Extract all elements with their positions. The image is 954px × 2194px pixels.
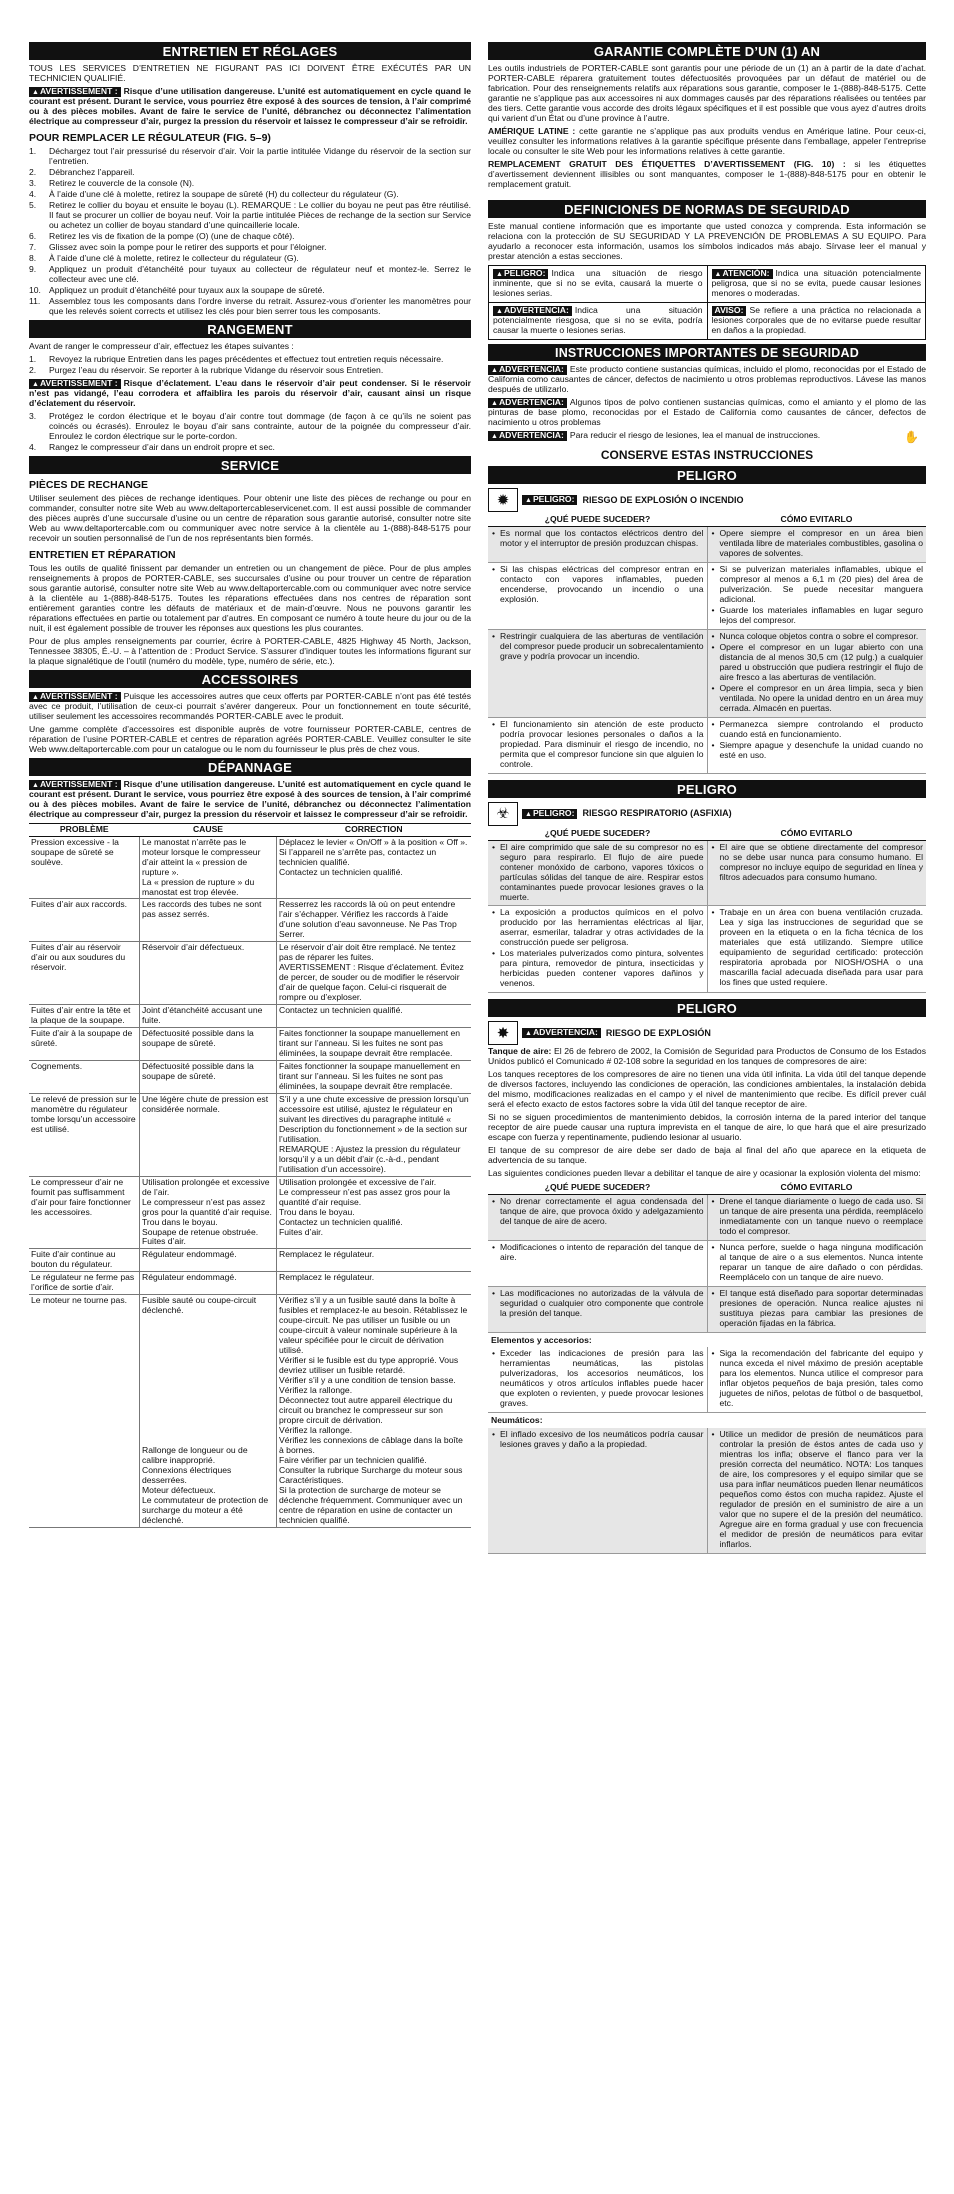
step-number: 11. xyxy=(29,295,41,306)
how-cell xyxy=(707,906,926,993)
warranty-latam: AMÉRIQUE LATINE : cette garantie ne s’applique pas aux produits vendus en Amérique latine. Pour ceux-ci, veuillez consulter les informations relatives à la garantie spécifique présente dans l’emballage, appeler l’entreprise locale ou consulter le site Web pour les informations relatives à cette garantie. xyxy=(488,125,927,156)
accessories-warning: ▲AVERTISSEMENT : Puisque les accessoires autres que ceux offerts par PORTER-CABLE n’ont pas été testés avec ce produit, l’utilisation de ceux-ci pourrait s’avérer dangereux. Pour un fonctionnement en toute sécurité, utiliser seulement les accessoires recommandés PORTER-CABLE avec le produit. xyxy=(29,690,471,721)
warranty-header: GARANTIE COMPLÈTE D’UN (1) AN xyxy=(488,42,926,60)
list-item: • Drene el tanque diariamente o luego de cada uso. Si un tanque de aire presenta una pérdida, reemplácelo inmediatamente con un tanque nuevo o reemplace todo el compresor. xyxy=(711,1197,924,1237)
warning-triangle-icon: ▲ xyxy=(525,810,532,818)
danger-bar-3: PELIGRO xyxy=(488,999,926,1017)
explosion-icon: ✸ xyxy=(488,1021,518,1045)
def-danger: ▲PELIGRO: Indica una situación de riesgo inminente, que si no se evita, causará la muerte o lesiones serias. xyxy=(489,265,708,302)
what-cell xyxy=(488,1240,707,1286)
warning-triangle-icon: ▲ xyxy=(32,89,39,97)
step-text: Déchargez tout l’air pressurisé du réservoir d’air. Voir la partie intitulée Vidange du réservoir de la section sur l’entretien. xyxy=(49,146,471,167)
troubleshooting-header: DÉPANNAGE xyxy=(29,758,471,776)
table-row xyxy=(488,906,926,993)
warning-badge: ▲AVERTISSEMENT : xyxy=(29,692,121,702)
cause-cell: Défectuosité possible dans la soupape de sûreté. xyxy=(140,1061,277,1094)
cause-cell: Le manostat n’arrête pas le moteur lorsque le compresseur d’air atteint la « pression de rupture ». La « pression de rupture » du manostat est trop élevée. xyxy=(140,836,277,899)
step-number: 4. xyxy=(29,441,37,452)
troubleshooting-table xyxy=(29,823,471,1528)
step-number: 7. xyxy=(29,241,37,252)
correction-cell: Resserrez les raccords là où on peut entendre l’air s’échapper. Vérifiez les raccords à l’aide d’une solution d’eau savonneuse. Ne Pas Trop Serrer. xyxy=(277,899,471,942)
step-number: 2. xyxy=(29,167,37,178)
def-caution: ▲ATENCIÓN: Indica una situación potencialmente peligrosa, que si no se evita, puede causar lesiones menores o moderadas. xyxy=(707,265,926,302)
cause-cell: Les raccords des tubes ne sont pas assez serrés. xyxy=(140,899,277,942)
list-item: • Es normal que los contactos eléctricos dentro del motor y el interruptor de presión produzcan chispas. xyxy=(491,529,704,549)
warning-badge: ▲AVERTISSEMENT : xyxy=(29,87,121,97)
respirator-icon: ☣ xyxy=(488,802,518,826)
list-item: • Restringir cualquiera de las aberturas de ventilación del compresor puede producir un sobrecalentamiento grave y podría provocar un incendio. xyxy=(491,632,704,662)
list-item: • El tanque está diseñado para soportar determinadas presiones de operación. Nunca realice ajustes ni sustituya piezas para cambiar las presiones de operación fijadas en la fábrica. xyxy=(711,1289,924,1329)
step-number: 3. xyxy=(29,178,37,189)
danger-head-1: ✹ ▲PELIGRO: RIESGO DE EXPLOSIÓN O INCENDIO xyxy=(488,488,926,512)
correction-cell: Faites fonctionner la soupape manuellement en tirant sur l’anneau. Si les fuites ne sont pas éliminées, la soupape devrait être remplacée. xyxy=(277,1061,471,1094)
what-cell xyxy=(488,1286,707,1332)
parts-title: PIÈCES DE RECHANGE xyxy=(29,478,149,491)
correction-cell: Remplacez le régulateur. xyxy=(277,1272,471,1295)
subheading-cell: Neumáticos: xyxy=(491,1415,543,1426)
step-item xyxy=(29,201,471,231)
list-item: • Opere el compresor en un lugar abierto con una distancia de al menos 30,5 cm (12 pulg.) a cualquier pared u obstrucción que pudiera restringir el flujo de aire fresco a las aberturas de ventilación. xyxy=(711,643,924,683)
service-header: SERVICE xyxy=(29,456,471,474)
list-item: • Si las chispas eléctricas del compresor entran en contacto con vapores inflamables, pueden encenderse, provocando un incendio o una explosión. xyxy=(491,565,704,605)
table-subheading xyxy=(488,1332,926,1347)
table-row xyxy=(488,527,926,563)
list-item: • Las modificaciones no autorizadas de la válvula de seguridad o cualquier otro componente que controle la presión del tanque. xyxy=(491,1289,704,1319)
risk-title-3: RIESGO DE EXPLOSIÓN xyxy=(605,1028,711,1039)
warning-triangle-icon: ▲ xyxy=(491,433,498,441)
list-item: • Nunca perfore, suelde o haga ninguna modificación al tanque de aire o a sus elementos. Nunca intente reparar un tanque de aire dañado o con pérdidas. Reemplácelo con un tanque de aire nuevo. xyxy=(711,1243,924,1283)
table-row xyxy=(29,1061,471,1094)
instructions-header: INSTRUCCIONES IMPORTANTES DE SEGURIDAD xyxy=(488,344,926,362)
col-what: ¿QUÉ PUEDE SUCEDER? xyxy=(488,828,707,840)
what-cell xyxy=(488,717,707,773)
how-cell xyxy=(707,717,926,773)
how-cell xyxy=(707,1240,926,1286)
correction-cell: Contactez un technicien qualifié. xyxy=(277,1005,471,1028)
table-row xyxy=(29,1093,471,1176)
step-number: 3. xyxy=(29,410,37,421)
step-item xyxy=(29,286,471,296)
what-cell xyxy=(488,563,707,630)
step-text: Appliquez un produit d’étanchéité pour tuyaux au collecteur de régulateur neuf et montez-le. Serrez le collecteur avec une clé. xyxy=(49,263,471,284)
problem-cell: Le moteur ne tourne pas. xyxy=(29,1295,140,1527)
step-item xyxy=(29,412,471,442)
table-row xyxy=(29,1295,471,1527)
how-cell xyxy=(707,1286,926,1332)
conserve-title: CONSERVE ESTAS INSTRUCCIONES xyxy=(600,448,814,463)
warning-triangle-icon: ▲ xyxy=(32,380,39,388)
what-cell xyxy=(488,527,707,563)
step-text: Protégez le cordon électrique et le boyau d’air contre tout dommage (de façon à ce qu’ils ne soient pas coincés ou écrasés). Enroulez le boyau d’air sans contrainte, autour de la poignée du compresseur d’air. Enroulez le cordon électrique sur le porte-cordon. xyxy=(49,410,471,441)
list-item: • El aire comprimido que sale de su compresor no es seguro para respirarlo. El flujo de aire puede contener monóxido de carbono, vapores tóxicos o partículas sólidas del tanque de aire. Respirar estos contaminantes puede provocar lesiones graves o la muerte. xyxy=(491,843,704,903)
warning-triangle-icon: ▲ xyxy=(491,367,498,375)
table-row xyxy=(488,840,926,906)
problem-cell: Fuites d’air entre la tête et la plaque de la soupape. xyxy=(29,1005,140,1028)
step-item xyxy=(29,265,471,285)
what-cell xyxy=(488,906,707,993)
table-row xyxy=(29,1272,471,1295)
table-row xyxy=(29,836,471,899)
def-notice: AVISO: Se refiere a una práctica no relacionada a lesiones corporales que de no evitarse puede resultar en daños a la propiedad. xyxy=(707,302,926,339)
list-item: • Permanezca siempre controlando el producto cuando está en funcionamiento. xyxy=(711,720,924,740)
instructions-w3-row xyxy=(488,431,926,445)
instructions-w1: ▲ADVERTENCIA: Este producto contiene sustancias químicas, incluido el plomo, reconocidas por el Estado de California como causantes de cáncer, defectos de nacimiento u otros problemas reproductivos. Lávese las manos después de utilizarlo. xyxy=(488,364,926,395)
cause-cell: Réservoir d’air défectueux. xyxy=(140,942,277,1005)
step-number: 6. xyxy=(29,230,37,241)
col-how: CÓMO EVITARLO xyxy=(707,828,926,840)
step-item xyxy=(29,190,471,200)
table-row xyxy=(29,1176,471,1249)
maintenance-intro: TOUS LES SERVICES D’ENTRETIEN NE FIGURANT PAS ICI DOIVENT ÊTRE EXÉCUTÉS PAR UN TECHNICIEN QUALIFIÉ. xyxy=(29,63,471,84)
what-cell xyxy=(488,840,707,906)
storage-steps xyxy=(29,355,471,376)
step-number: 8. xyxy=(29,252,37,263)
step-text: Retirez le collier du boyau et ensuite le boyau (L). REMARQUE : Le collier du boyau ne peut pas être réutilisé. Il faut se procurer un collier de boyau neuf. Voir la partie intitulée Pièces de rechange de la section sur Service ou achetez un collier de boyau standard d’une quincaillerie locale. xyxy=(49,200,471,230)
how-cell xyxy=(707,563,926,630)
list-item: • Nunca coloque objetos contra o sobre el compresor. xyxy=(711,632,924,642)
troubleshooting-warning: ▲AVERTISSEMENT : Risque d’une utilisation dangereuse. L’unité est automatiquement en cycle quand le courant est présent. Durant le service, vous pourriez être exposé à des sources de tension, à l’air comprimé ou à des pièces mobiles. Avant de faire le service de l’unité, débranchez ou déconnectez l’alimentation électrique au compresseur d’air, purgez la pression du réservoir et laissez le compresseur d’air se refroidir. xyxy=(29,778,471,819)
problem-cell: Fuites d’air aux raccords. xyxy=(29,899,140,942)
step-number: 1. xyxy=(29,146,37,157)
accessories-text: Une gamme complète d’accessoires est disponible auprès de votre fournisseur PORTER-CABLE, centres de réparation de l’usine PORTER-CABLE et centres de réparation agréés PORTER-CABLE. Veuillez consulter le site Web www.deltaportercable.com pour un catalogue ou le nom du fournisseur le plus près de chez vous. xyxy=(29,723,471,754)
how-cell xyxy=(707,1347,926,1412)
correction-cell: Remplacez le régulateur. xyxy=(277,1249,471,1272)
list-item: • Trabaje en un área con buena ventilación cruzada. Lea y siga las instrucciones de seguridad que se proveen en la etiqueta o en la ficha técnica de los materiales que está utilizando. Siempre utilice equipamiento de seguridad certificado: protección respiratoria aprobada por NIOSH/OSHA o una mascarilla facial adecuada diseñada para usar para los fines que usted requiere. xyxy=(711,908,924,988)
how-cell xyxy=(707,527,926,563)
cause-cell: Régulateur endommagé. xyxy=(140,1272,277,1295)
warning-triangle-icon: ▲ xyxy=(525,497,532,505)
table-row xyxy=(488,1428,926,1553)
regulator-steps xyxy=(29,147,471,317)
step-number: 9. xyxy=(29,263,37,274)
step-item xyxy=(29,254,471,264)
what-cell xyxy=(488,1347,707,1412)
table-row xyxy=(29,1249,471,1272)
table-row xyxy=(29,1028,471,1061)
warning-triangle-icon: ▲ xyxy=(525,1030,532,1038)
warning-triangle-icon: ▲ xyxy=(32,693,39,701)
list-item: • El inflado excesivo de los neumáticos podría causar lesiones graves y daño a la propiedad. xyxy=(491,1430,704,1450)
problem-cell: Fuite d’air à la soupape de sûreté. xyxy=(29,1028,140,1061)
correction-cell: S’il y a une chute excessive de pression lorsqu’un accessoire est utilisé, ajustez le régulateur en suivant les directives du paragraphe intitulé « Description du fonctionnement » de la section sur l’utilisation. REMARQUE : Ajustez la pression du régulateur lorsqu’il y a un débit d’air (c.-à-d., pendant l’utilisation d’un accessoire). xyxy=(277,1093,471,1176)
warning-triangle-icon: ▲ xyxy=(496,270,503,278)
tank-p2: Los tanques receptores de los compresores de aire no tienen una vida útil infinita. La vida útil del tanque depende de diversos factores, incluyendo las condiciones de operación, las condiciones ambientales, la instalación debida del mismo, modificaciones realizadas en el campo y el nivel de mantenimiento que recibe. Es difícil prever cuál será el efecto exacto de estos factores sobre la vida útil del tanque receptor de aire. xyxy=(488,1069,926,1110)
repair-title: ENTRETIEN ET RÉPARATION xyxy=(29,548,176,561)
step-text: À l’aide d’une clé à molette, retirez le collecteur du régulateur (G). xyxy=(49,252,299,263)
what-cell xyxy=(488,630,707,718)
danger-head-3: ✸ ▲ADVERTENCIA: RIESGO DE EXPLOSIÓN xyxy=(488,1021,926,1045)
instructions-w2: ▲ADVERTENCIA: Algunos tipos de polvo contienen sustancias químicas, como el amianto y el plomo de las pinturas de base plomo, reconocidas por el Estado de California como causantes de cáncer, defectos de nacimiento u otros problemas xyxy=(488,397,926,428)
correction-cell: Faites fonctionner la soupape manuellement en tirant sur l’anneau. Si les fuites ne sont pas éliminées, la soupape devrait être remplacée. xyxy=(277,1028,471,1061)
step-text: Débranchez l’appareil. xyxy=(49,167,135,178)
warning-triangle-icon: ▲ xyxy=(32,781,39,789)
problem-cell: Pression excessive - la soupape de sûreté se soulève. xyxy=(29,836,140,899)
step-item xyxy=(29,297,471,317)
repair-text: Tous les outils de qualité finissent par demander un entretien ou un changement de pièce. Pour de plus amples renseignements à propos de PORTER-CABLE, ses succursales d’usine ou pour trouver un centre de réparation sous garantie autorisé, consulter notre site Web au www.deltaportercable.com ou communiquer avec notre service à la clientèle au 1-(888)-848-5175. Toutes les réparations effectuées dans nos centres de réparation sont entièrement garanties contre les défauts de matériaux et de main-d’œuvre. Nous ne pouvons garantir les réparations effectuées en partie ou totalement par d’autres. En composant ce numéro à toute heure du jour ou de la nuit, il est également possible de trouver les réponses aux questions les plus courantes. xyxy=(29,562,471,633)
step-item xyxy=(29,179,471,189)
step-text: Retirez le couvercle de la console (N). xyxy=(49,178,195,189)
step-item xyxy=(29,243,471,253)
how-cell xyxy=(707,840,926,906)
table-row xyxy=(29,942,471,1005)
step-text: Assemblez tous les composants dans l’ordre inverse du retrait. Assurez-vous d’orienter les manomètres pour que les relevés soient corrects et utilisez les clés pour bien serrer tous les composants. xyxy=(49,295,471,316)
danger-bar-2: PELIGRO xyxy=(488,780,926,798)
warning-badge: ▲AVERTISSEMENT : xyxy=(29,780,121,790)
table-row xyxy=(488,630,926,718)
col-how: CÓMO EVITARLO xyxy=(707,1182,926,1194)
list-item: • Siempre apague y desenchufe la unidad cuando no esté en uso. xyxy=(711,741,924,761)
regulator-title: POUR REMPLACER LE RÉGULATEUR (FIG. 5–9) xyxy=(29,132,271,145)
instructions-w3: ▲ADVERTENCIA: Para reducir el riesgo de lesiones, lea el manual de instrucciones. xyxy=(488,431,904,441)
subheading-cell: Elementos y accesorios: xyxy=(491,1334,592,1345)
safety-table-3 xyxy=(488,1182,926,1554)
warranty-text: Les outils industriels de PORTER-CABLE sont garantis pour une période de un (1) an à partir de la date d’achat. PORTER-CABLE réparera gratuitement toutes défectuosités provoquées par un défaut de matériel ou de fabrication. Pour des renseignements relatifs aux réparations sous garantie, composer le 1-(888)-848-5175. Cette garantie ne s’applique pas aux accessoires ni aux dommages causés par des réparations réalisées ou tentées par des tiers. Cette garantie vous accorde des droits légaux spécifiques et il est possible que vous ayez d’autres droits qui varient d’un État ou d’une province à l’autre. xyxy=(488,63,926,123)
how-cell xyxy=(707,630,926,718)
step-text: À l’aide d’une clé à molette, retirez la soupape de sûreté (H) du collecteur du régulateur (G). xyxy=(49,189,399,200)
table-row xyxy=(29,1005,471,1028)
danger-head-2: ☣ ▲PELIGRO: RIESGO RESPIRATORIO (ASFIXIA) xyxy=(488,802,926,826)
tank-p3: Si no se siguen procedimientos de mantenimiento debidos, la corrosión interna de la pared interior del tanque receptor de aire puede causar una ruptura imprevista en el tanque de aire, lo que hará que el aire presurizado escape con fuerza y repentinamente, pudiendo lesionar al usuario. xyxy=(488,1112,926,1143)
warranty-labels: REMPLACEMENT GRATUIT DES ÉTIQUETTES D’AVERTISSEMENT (FIG. 10) : si les étiquettes d’avertissement deviennent illisibles ou sont manquantes, composer le 1-(888)-848-5175 pour en obtenir le remplacement gratuit. xyxy=(488,158,927,189)
step-text: Revoyez la rubrique Entretien dans les pages précédentes et effectuez tout entretien requis nécessaire. xyxy=(49,353,444,364)
step-number: 10. xyxy=(29,284,41,295)
step-text: Glissez avec soin la pompe pour le retirer des supports et pour l’éloigner. xyxy=(49,241,327,252)
table-row xyxy=(488,563,926,630)
table-row xyxy=(488,1194,926,1240)
col-cause: CAUSE xyxy=(140,823,277,836)
correction-cell: Utilisation prolongée et excessive de l’air. Le compresseur n’est pas assez gros pour la quantité d’air requise. Trou dans le boyau. Contactez un technicien qualifié. Fuites d’air. xyxy=(277,1176,471,1249)
step-number: 1. xyxy=(29,353,37,364)
cause-cell: Utilisation prolongée et excessive de l’air. Le compresseur n’est pas assez gros pour la quantité d’air requise. Trou dans le boyau. Soupape de retenue obstruée. Fuites d’air. xyxy=(140,1176,277,1249)
cause-cell: Régulateur endommagé. xyxy=(140,1249,277,1272)
col-correction: CORRECTION xyxy=(277,823,471,836)
list-item: • Utilice un medidor de presión de neumáticos para controlar la presión de éstos antes de cada uso y mientras los infla; observe el flanco para ver la presión correcta del neumático. NOTA: Los tanques de aire, los compresores y el equipo similar que se usa para inflar neumáticos pueden llenar neumáticos pequeños como éstos con mucha rapidez. Ajuste el regulador de presión en el suministro de aire a un valor que no supere el de la presión del neumático. Agregue aire en forma gradual y use con frecuencia el medidor de presión de neumáticos para evitar inflarlos. xyxy=(711,1430,924,1550)
definitions-intro: Este manual contiene información que es importante que usted conozca y comprenda. Esta información se relaciona con la protección de SU SEGURIDAD Y LA PREVENCIÓN DE PROBLEMAS A SU EQUIPO. Para ayudarlo a reconocer esta información, usamos los símbolos indicados más abajo. Sírvase leer el manual y prestar atención a estas secciones. xyxy=(488,220,926,261)
def-warning: ▲ADVERTENCIA: Indica una situación potencialmente riesgosa, que si no se evita, podría causar la muerte o lesiones serias. xyxy=(489,302,708,339)
cause-cell: Une légère chute de pression est considérée normale. xyxy=(140,1093,277,1176)
definitions-header: DEFINICIONES DE NORMAS DE SEGURIDAD xyxy=(488,200,926,218)
warning-triangle-icon: ▲ xyxy=(714,270,722,278)
cause-cell: Défectuosité possible dans la soupape de sûreté. xyxy=(140,1028,277,1061)
storage-steps-2 xyxy=(29,412,471,453)
parts-text: Utiliser seulement des pièces de rechange identiques. Pour obtenir une liste des pièces de rechange ou pour en commander, consulter notre site Web au www.deltaportercableservicenet.com. Il est aussi possible de commander des pièces auprès d’une succursale d’usine ou un centre de réparation sous garantie autorisé, consulter notre site Web au www.deltaportercable.com ou communiquer avec notre service à la clientèle au 1-(888)-848-5175 pour recevoir un soutien personnalisé de l’un de nos représentants bien formés. xyxy=(29,492,471,543)
problem-cell: Le relevé de pression sur le manomètre du régulateur tombe lorsqu’un accessoire est utilisé. xyxy=(29,1093,140,1176)
col-problem: PROBLÈME xyxy=(29,823,140,836)
safety-table-1 xyxy=(488,514,926,773)
list-item: • Siga la recomendación del fabricante del equipo y nunca exceda el nivel máximo de presión aceptable para los elementos. Nunca utilice el compresor para inflar objetos pequeños de baja presión, tales como juguetes de niños, pelotas de fútbol o de basquetbol, etc. xyxy=(711,1349,924,1409)
correction-cell: Déplacez le levier « On/Off » à la position « Off ». Si l’appareil ne s’arrête pas, contactez un technicien qualifié. Contactez un technicien qualifié. xyxy=(277,836,471,899)
table-row xyxy=(488,717,926,773)
table-subheading xyxy=(488,1413,926,1428)
step-item xyxy=(29,366,471,376)
step-number: 5. xyxy=(29,200,37,211)
list-item: • Opere el compresor en un área limpia, seca y bien ventilada. No opere la unidad dentro en un área muy cerrada. Almacén en puertas. xyxy=(711,684,924,714)
step-item xyxy=(29,443,471,453)
col-how: CÓMO EVITARLO xyxy=(707,514,926,526)
list-item: • Si se pulverizan materiales inflamables, ubique el compresor al menos a 6,1 m (20 pies) del área de pulverización. Se puede necesitar manguera adicional. xyxy=(711,565,924,605)
storage-intro: Avant de ranger le compresseur d’air, effectuez les étapes suivantes : xyxy=(29,340,294,351)
table-row xyxy=(29,899,471,942)
problem-cell: Cognements. xyxy=(29,1061,140,1094)
table-row xyxy=(488,1240,926,1286)
list-item: • No drenar correctamente el agua condensada del tanque de aire, que provoca óxido y adelgazamiento del tanque de aire de acero. xyxy=(491,1197,704,1227)
step-text: Appliquez un produit d’étanchéité pour tuyaux aux la soupape de sûreté. xyxy=(49,284,325,295)
step-item xyxy=(29,147,471,167)
step-number: 2. xyxy=(29,364,37,375)
warning-triangle-icon: ▲ xyxy=(491,400,498,408)
tank-text: Tanque de aire: El 26 de febrero de 2002, la Comisión de Seguridad para Productos de Consumo de los Estados Unidos publicó el Comunicado # 02-108 sobre la seguridad en los tanques de compresores de aire: xyxy=(488,1046,927,1067)
maintenance-header: ENTRETIEN ET RÉGLAGES xyxy=(29,42,471,60)
list-item: • Opere siempre el compresor en un área bien ventilada libre de materiales combustibles, gasolina o vapores de solventes. xyxy=(711,529,924,559)
definitions-table xyxy=(488,265,926,340)
step-text: Retirez les vis de fixation de la pompe (O) (une de chaque côté). xyxy=(49,230,295,241)
safety-table-2 xyxy=(488,828,926,994)
step-item xyxy=(29,232,471,242)
table-row xyxy=(488,1347,926,1412)
list-item: • El aire que se obtiene directamente del compresor no se debe usar nunca para consumo humano. El compresor no incluye equipo de seguridad en línea y filtros adecuados para consumo humano. xyxy=(711,843,924,883)
list-item: • Modificaciones o intento de reparación del tanque de aire. xyxy=(491,1243,704,1263)
step-item xyxy=(29,168,471,178)
warning-badge: ▲AVERTISSEMENT : xyxy=(29,379,121,389)
right-column xyxy=(488,40,926,1554)
col-what: ¿QUÉ PUEDE SUCEDER? xyxy=(488,514,707,526)
list-item: • Los materiales pulverizados como pintura, solventes para pintura, removedor de pintura, insecticidas y herbicidas pueden contener vapores dañinos y venenos. xyxy=(491,949,704,989)
list-item: • El funcionamiento sin atención de este producto podría provocar lesiones personales o daños a la propiedad. Para disminuir el riesgo de incendio, no permita que el compresor funcione sin que alguien lo controle. xyxy=(491,720,704,770)
read-manual-icon: ✋ xyxy=(904,430,919,445)
list-item: • La exposición a productos químicos en el polvo producido por las herramientas eléctricas al lijar, aserrar, esmerilar, taladrar y otras actividades de la construcción puede ser peligrosa. xyxy=(491,908,704,948)
how-cell xyxy=(707,1428,926,1553)
what-cell xyxy=(488,1194,707,1240)
risk-title-2: RIESGO RESPIRATORIO (ASFIXIA) xyxy=(582,808,732,819)
table-row xyxy=(488,1286,926,1332)
correction-cell: Vérifiez s’il y a un fusible sauté dans la boîte à fusibles et remplacez-le au besoin. Rétablissez le coupe-circuit. Ne pas utiliser un fusible ou un coupe-circuit à valeur nominale supérieure à la valeur spécifiée pour le circuit de dérivation utilisé. Vérifier si le fusible est du type approprié. Vous devriez utiliser un fusible retardé. Vérifier s’il y a une condition de tension basse. Vérifiez la rallonge. Déconnectez tout autre appareil électrique du circuit ou branchez le compresseur sur son propre circuit de dérivation. Vérifiez la rallonge. Vérifiez les connexions de câblage dans la boîte à bornes. Faire vérifier par un technicien qualifié. Consulter la rubrique Surcharge du moteur sous Caractéristiques. Si la protection de surcharge de moteur se déclenche fréquemment. Communiquer avec un centre de réparation en usine de contacter un technicien qualifié. xyxy=(277,1295,471,1527)
step-text: Rangez le compresseur d’air dans un endroit propre et sec. xyxy=(49,441,275,452)
list-item: • Exceder las indicaciones de presión para las herramientas neumáticas, las pistolas pulverizadoras, los accesorios neumáticos, los neumáticos y otros artículos inflables puede hacer que exploten o revienten, y puede provocar lesiones graves. xyxy=(491,1349,704,1409)
step-text: Purgez l’eau du réservoir. Se reporter à la rubrique Vidange du réservoir sous Entretien. xyxy=(49,364,384,375)
risk-title-1: RIESGO DE EXPLOSIÓN O INCENDIO xyxy=(582,495,744,506)
list-item: • Guarde los materiales inflamables en lugar seguro lejos del compresor. xyxy=(711,606,924,626)
problem-cell: Fuite d’air continue au bouton du régulateur. xyxy=(29,1249,140,1272)
explosion-icon: ✹ xyxy=(488,488,518,512)
left-column xyxy=(29,40,471,1528)
step-number: 4. xyxy=(29,189,37,200)
problem-cell: Le régulateur ne ferme pas l’orifice de sortie d’air. xyxy=(29,1272,140,1295)
maintenance-warning: ▲AVERTISSEMENT : Risque d’une utilisation dangereuse. L’unité est automatiquement en cycle quand le courant est présent. Durant le service, vous pourriez être exposé à des sources de tension, à l’air comprimé ou à des pièces mobiles. Avant de faire le service de l’unité, débranchez ou déconnectez l’alimentation électrique au compresseur d’air, purgez la pression du réservoir et laissez le compresseur d’air se refroidir. xyxy=(29,86,471,127)
col-what: ¿QUÉ PUEDE SUCEDER? xyxy=(488,1182,707,1194)
tank-p5: Las siguientes condiciones pueden llevar a debilitar el tanque de aire y ocasionar la explosión violenta del mismo: xyxy=(488,1167,921,1178)
danger-bar-1: PELIGRO xyxy=(488,466,926,484)
warning-triangle-icon: ▲ xyxy=(496,307,503,315)
correction-cell: Le réservoir d’air doit être remplacé. Ne tentez pas de réparer les fuites. AVERTISSEMENT : Risque d’éclatement. Évitez de percer, de souder ou de modifier le réservoir d’air de quelque façon. Celui-ci risquerait de rompre ou d’exploser. xyxy=(277,942,471,1005)
storage-warning: ▲AVERTISSEMENT : Risque d’éclatement. L’eau dans le réservoir d’air peut condenser. Si le réservoir n’est pas vidangé, l’eau corrodera et affaiblira les parois du réservoir d’air, causant ainsi un risque d’éclatement du réservoir. xyxy=(29,377,471,408)
step-item xyxy=(29,355,471,365)
storage-header: RANGEMENT xyxy=(29,320,471,338)
cause-cell: Fusible sauté ou coupe-circuit déclenché. Rallonge de longueur ou de calibre inapproprié. Connexions électriques desserrées. Moteur défectueux. Le commutateur de protection de surcharge du moteur a été déclenché. xyxy=(140,1295,277,1527)
tank-p4: El tanque de su compresor de aire debe ser dado de baja al final del año que aparece en la etiqueta de advertencia de su tanque. xyxy=(488,1145,926,1165)
cause-cell: Joint d’étanchéité accusant une fuite. xyxy=(140,1005,277,1028)
problem-cell: Le compresseur d’air ne fournit pas suffisamment d’air pour faire fonctionner les accessoires. xyxy=(29,1176,140,1249)
accessories-header: ACCESSOIRES xyxy=(29,670,471,688)
problem-cell: Fuites d’air au réservoir d’air ou aux soudures du réservoir. xyxy=(29,942,140,1005)
what-cell xyxy=(488,1428,707,1553)
contact-text: Pour de plus amples renseignements par courrier, écrire à PORTER-CABLE, 4825 Highway 45 North, Jackson, Tennessee 38305, É.-U. – à l’attention de : Product Service. S’assurer d’indiquer toutes les informations figurant sur la plaque signalétique de l’outil (numéro du modèle, type, numéro de série, etc.). xyxy=(29,635,471,666)
how-cell xyxy=(707,1194,926,1240)
